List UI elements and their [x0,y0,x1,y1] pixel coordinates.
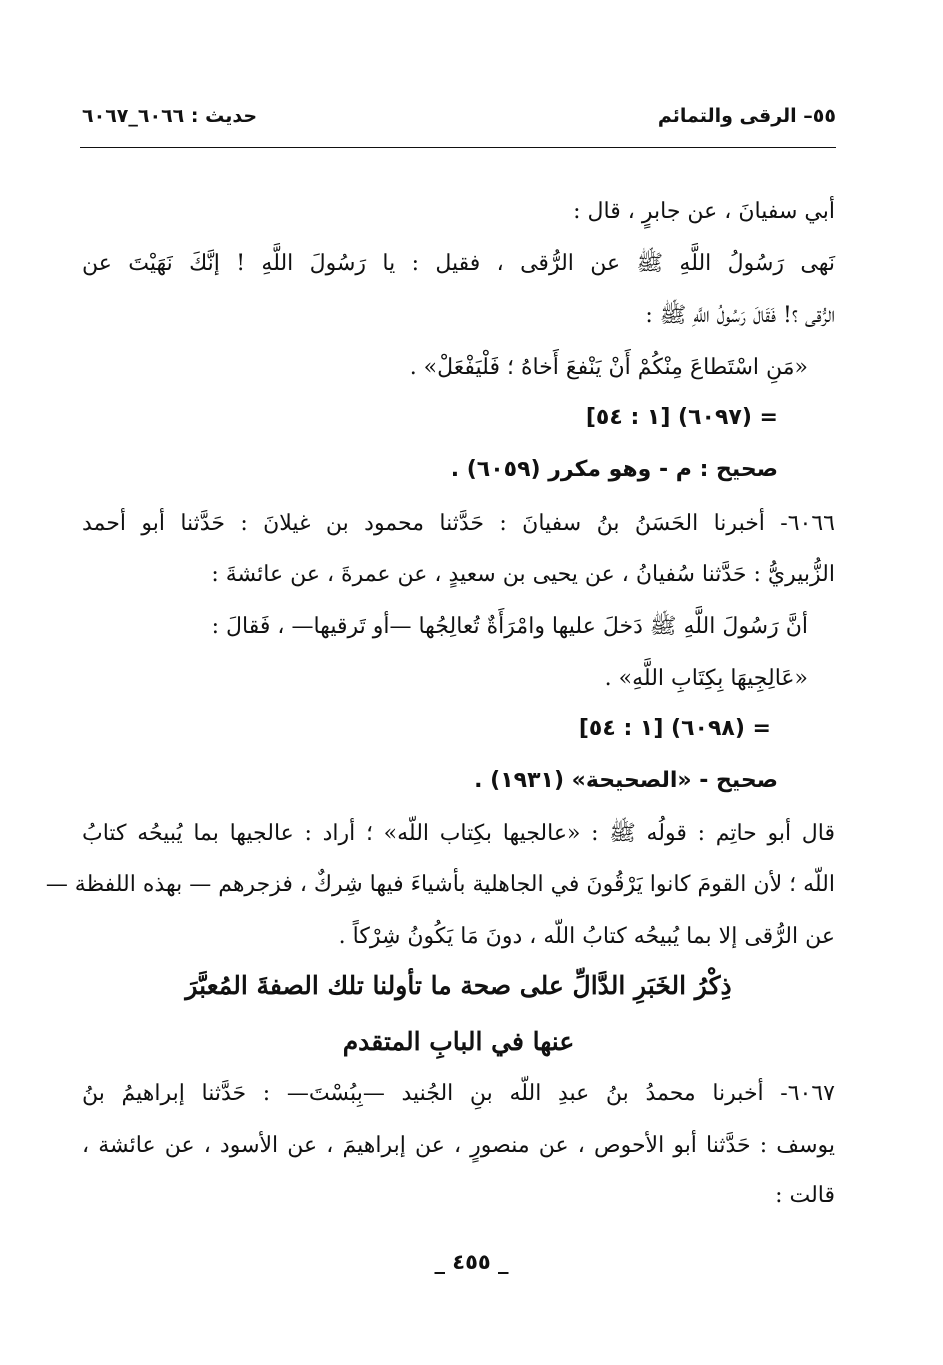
text-line: الرُّقى ؟! فَقَالَ رَسُولُ اللَّهِ ﷺ : [645,303,835,328]
text-line: نَهى رَسُولُ اللَّهِ ﷺ عن الرُّقى ، فقيل : يا رَسُولَ اللَّهِ ! إنَّكَ نَهَيْتَ عن [82,251,835,276]
text-line: يوسف : حَدَّثنا أبو الأحوص ، عن منصورٍ ، عن إبراهيمَ ، عن الأسود ، عن عائشة ، [82,1133,835,1158]
cross-reference: = (٦٠٩٧) [١ : ٥٤] [585,405,778,430]
text-line: أنَّ رَسُولَ اللَّهِ ﷺ دَخلَ عليها وامْرَأَةٌ تُعالِجُها —أو تَرقيها— ، فَقالَ : [211,614,808,639]
section-title: ذِكْرُ الخَبَرِ الدَّالِّ على صحة ما تأولنا تلك الصفةَ المُعبَّرَ [185,971,732,1000]
hadith-quote: «مَنِ اسْتَطاعَ مِنْكُمْ أَنْ يَنْفعَ أَخاهُ ؛ فَلْيَفْعَلْ» . [409,355,808,380]
text-line: الزُّبيريُّ : حَدَّثنا سُفيانُ ، عن يحيى بن سعيدٍ ، عن عمرةَ ، عن عائشةَ : [211,562,835,587]
section-title: عنها في البابِ المتقدم [342,1027,575,1056]
running-header [82,96,836,136]
grading-note: صحيح : م - وهو مكرر (٦٠٥٩) . [450,457,778,482]
hadith-quote: «عَالِجِيهَا بِكِتَابِ اللَّهِ» . [604,666,808,691]
text-line: قالت : [775,1183,835,1208]
commentary-line: عن الرُّقى إلا بما يُبيحُه كتابُ اللّه ، دونَ مَا يَكُونُ شِرْكاً . [338,924,835,949]
header-divider [80,147,836,148]
grading-note: صحيح - «الصحيحة» (١٩٣١) . [474,768,778,793]
page-number: _ ٤٥٥ _ [434,1250,509,1274]
commentary-abu-hatim: قال أبو حاتِم : قولُه ﷺ : «عالجيها بكِتاب اللّه» ؛ أراد : عالجيها بما يُبيحُه كتابُ [82,821,835,846]
commentary-line: اللّه ؛ لأن القومَ كانوا يَرْقُونَ في الجاهلية بأشياءَ فيها شِركٌ ، فزجرهم — بهذه اللفظة — [45,872,835,897]
hadith-range-label: حديث : ٦٠٦٦_٦٠٦٧ [82,105,258,127]
hadith-chain-6066: ٦٠٦٦- أخبرنا الحَسَنُ بنُ سفيانَ : حَدَّثنا محمود بن غيلانَ : حَدَّثنا أبو أحمد [82,511,835,536]
cross-reference: = (٦٠٩٨) [١ : ٥٤] [578,716,771,741]
hadith-chain-6067: ٦٠٦٧- أخبرنا محمدُ بنُ عبدِ اللّه بنِ الجُنيد —بِبُسْتَ— : حَدَّثنا إبراهيمُ بنُ [82,1081,835,1106]
chapter-title: ٥٥– الرقى والتمائم [657,105,836,127]
text-line: أبي سفيانَ ، عن جابرٍ ، قال : [573,199,835,224]
